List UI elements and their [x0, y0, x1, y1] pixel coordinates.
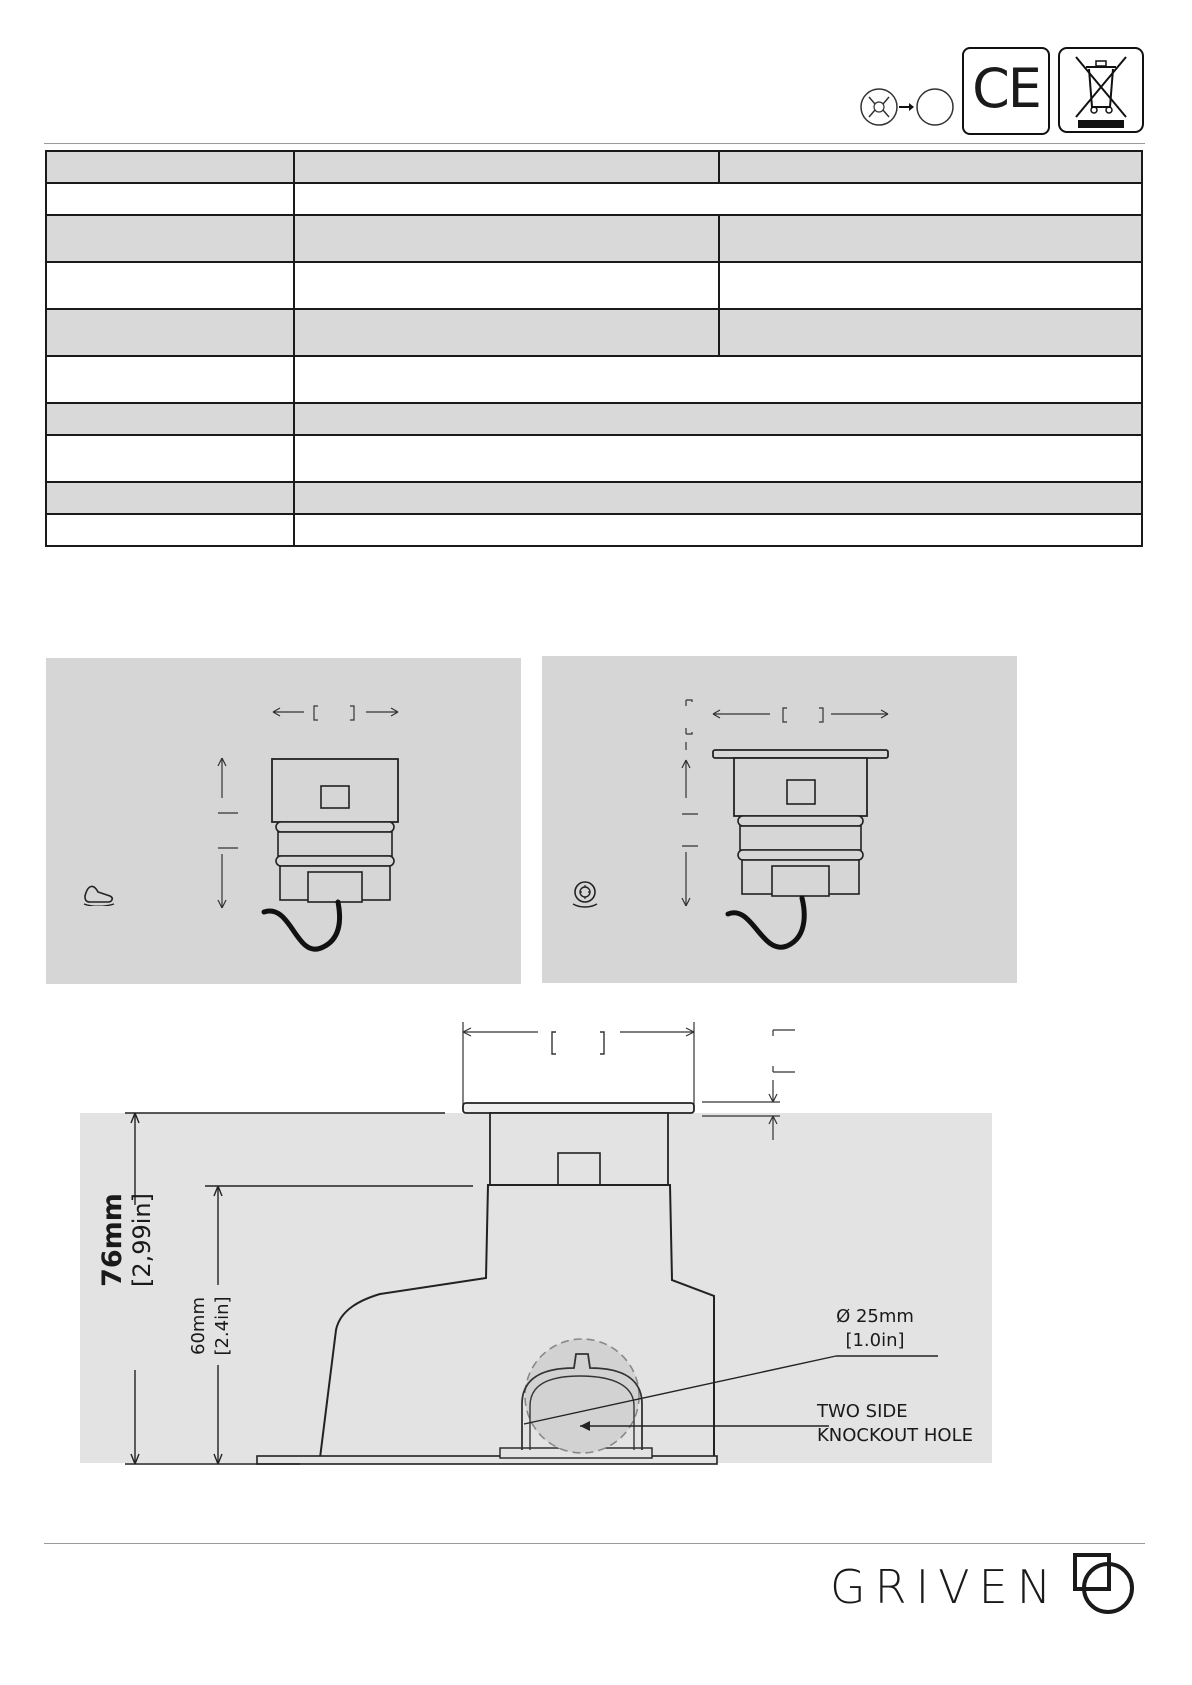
table-cell	[46, 356, 294, 403]
table-cell	[294, 514, 1142, 546]
table-cell	[294, 151, 719, 183]
table-cell	[294, 262, 719, 309]
table-cell	[46, 183, 294, 215]
header-divider	[44, 143, 1145, 144]
body-height-value: 60mm	[188, 1297, 209, 1355]
table-cell	[294, 435, 1142, 482]
total-height-imperial: [2,99in]	[128, 1192, 156, 1288]
knockout-diameter-value: Ø 25mm	[836, 1306, 914, 1327]
trim-ring	[463, 1103, 694, 1113]
knockout-label-line2: KNOCKOUT HOLE	[817, 1425, 973, 1446]
product-drawing-walkover	[46, 658, 521, 984]
knockout-hole	[525, 1339, 639, 1453]
installation-section-drawing	[0, 1000, 1192, 1500]
table-row	[46, 482, 1142, 514]
table-row	[46, 309, 1142, 356]
table-cell	[294, 183, 1142, 215]
product-drawing-trim	[542, 656, 1017, 983]
ce-mark-text: CE	[972, 57, 1040, 120]
table-cell	[294, 403, 1142, 435]
table-row	[46, 262, 1142, 309]
body-height-label	[187, 1251, 243, 1401]
brand-wordmark: GRIVEN	[830, 1560, 1061, 1614]
knockout-diameter-imperial: [1.0in]	[845, 1330, 905, 1351]
ce-mark-icon	[962, 47, 1050, 135]
weee-bin-icon	[1058, 47, 1144, 133]
knockout-diameter-label	[820, 1305, 930, 1353]
table-cell	[719, 215, 1142, 262]
total-height-value: 76mm	[97, 1193, 128, 1287]
table-cell	[294, 356, 1142, 403]
table-cell	[719, 151, 1142, 183]
table-cell	[719, 309, 1142, 356]
recessed-trim-icon	[570, 880, 600, 908]
table-cell	[46, 435, 294, 482]
griven-logo-icon	[1072, 1552, 1138, 1618]
table-row	[46, 183, 1142, 215]
table-cell	[46, 309, 294, 356]
walkover-icon	[82, 880, 116, 906]
table-cell	[46, 262, 294, 309]
table-cell	[719, 262, 1142, 309]
table-cell	[294, 482, 1142, 514]
table-row	[46, 151, 1142, 183]
body-height-imperial: [2.4in]	[212, 1296, 233, 1356]
table-row	[46, 435, 1142, 482]
table-row	[46, 403, 1142, 435]
table-cell	[294, 215, 719, 262]
table-cell	[46, 403, 294, 435]
table-cell	[46, 151, 294, 183]
table-row	[46, 215, 1142, 262]
table-cell	[294, 309, 719, 356]
table-cell	[46, 514, 294, 546]
table-cell	[46, 482, 294, 514]
knockout-label-line1: TWO SIDE	[817, 1401, 908, 1422]
table-cell	[46, 215, 294, 262]
table-row	[46, 514, 1142, 546]
lamp-replacement-icon	[855, 82, 959, 132]
installation-housing	[320, 1185, 714, 1458]
table-row	[46, 356, 1142, 403]
knockout-hole-label	[817, 1400, 997, 1448]
total-height-label	[98, 1140, 158, 1340]
footer-divider	[44, 1543, 1145, 1544]
spec-table	[45, 150, 1143, 547]
